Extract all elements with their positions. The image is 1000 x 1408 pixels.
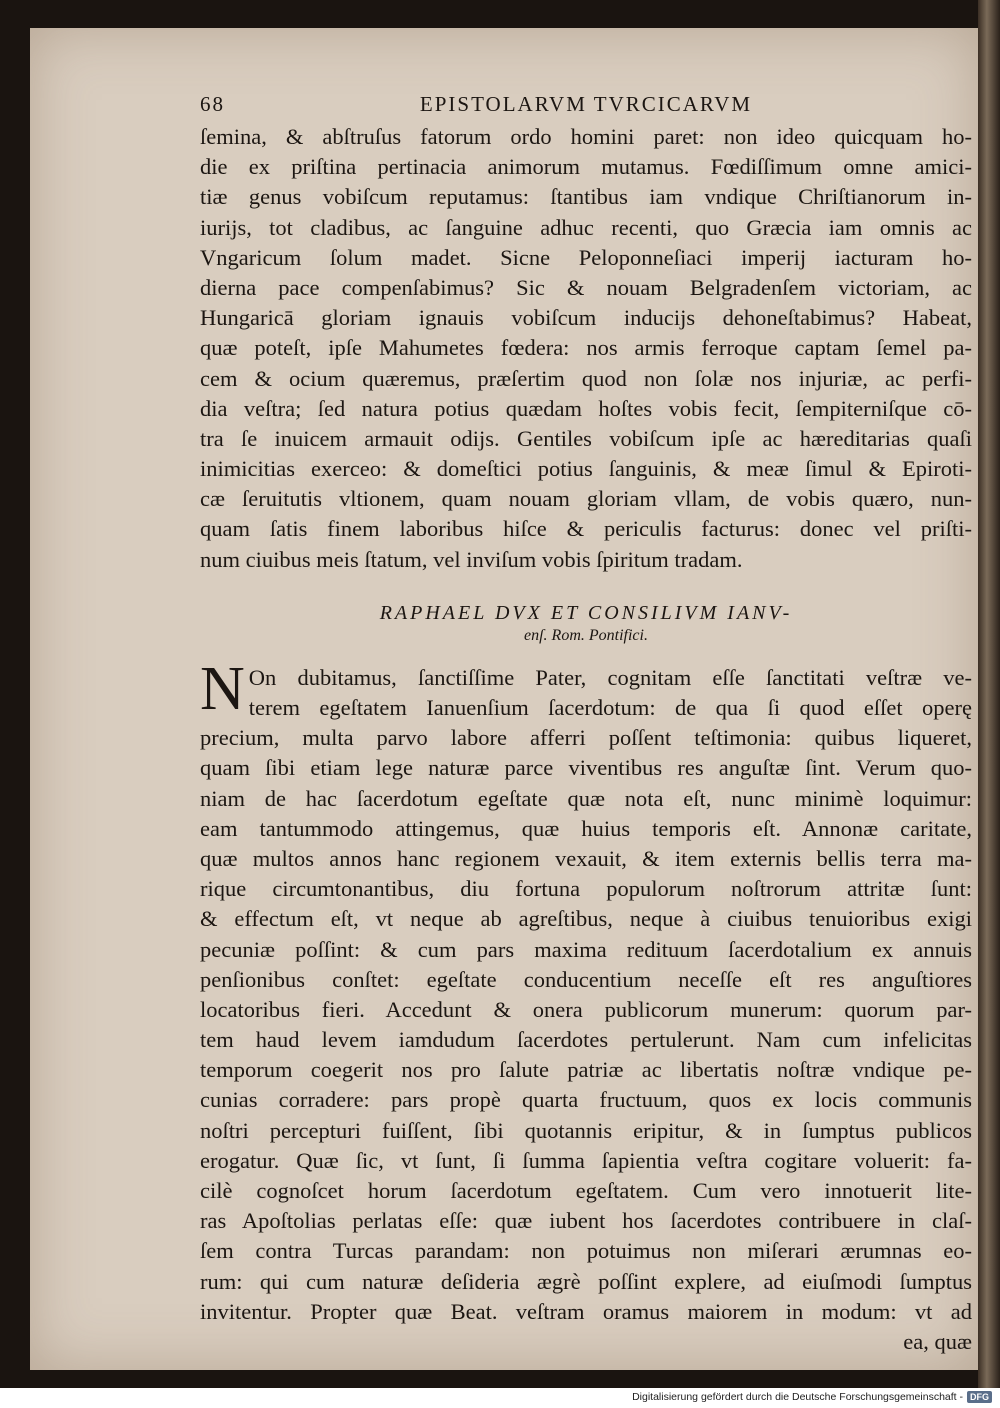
- text-line: temporum coegerit nos pro ſalute patriæ ac libertatis noſtræ vndique pe-: [200, 1057, 972, 1083]
- text-line: quæ multos annos hanc regionem vexauit, & item externis bellis terra ma-: [200, 845, 972, 871]
- text-line: iurijs, tot cladibus, ac ſanguine adhuc recenti, quo Græcia iam omnis ac: [200, 214, 972, 240]
- paragraph-2: [200, 654, 972, 1357]
- text-line: Hungaricā gloriam ignauis vobiſcum inducijs dehoneſtabimus? Habeat,: [200, 305, 972, 331]
- book-spine: [978, 0, 1000, 1388]
- text-line: rique circumtonantibus, diu fortuna populorum noſtrorum attritæ ſunt:: [200, 876, 972, 902]
- text-line: Vngaricum ſolum madet. Sicne Peloponneſiaci imperij iacturam ho-: [200, 244, 972, 270]
- text-line: cunias corradere: pars propè quarta fructuum, quos ex locis communis: [200, 1087, 972, 1113]
- text-line: tiæ genus vobiſcum reputamus: ſtantibus iam vndique Chriſtianorum in-: [200, 184, 972, 210]
- text-line: ſemina, & abſtruſus fatorum ordo homini paret: non ideo quicquam ho-: [200, 124, 972, 149]
- dfg-logo-icon: DFG: [967, 1391, 992, 1403]
- text-line: ras Apoſtolias perlatas eſſe: quæ iubent hos ſacerdotes contribuere in claſ-: [200, 1208, 972, 1234]
- text-line: cæ ſeruitutis vltionem, quam nouam gloriam vllam, de vobis quæro, nun-: [200, 486, 972, 512]
- text-line: & effectum eſt, vt neque ab agreſtibus, neque à ciuibus tenuioribus exigi: [200, 906, 972, 932]
- text-line: noſtri percepturi fuiſſent, ſibi quotannis eripitur, & in ſumptus publicos: [200, 1117, 972, 1143]
- text-line: terem egeſtatem Ianuenſium ſacerdotum: de qua ſi quod eſſet operę: [248, 695, 972, 720]
- text-line: quæ poteſt, ipſe Mahumetes fœdera: nos armis ferroque captam ſemel pa-: [200, 335, 972, 361]
- text-line: tem haud levem iamdudum ſacerdotes pertulerunt. Nam cum infelicitas: [200, 1027, 972, 1053]
- text-line: dia veſtra; ſed natura potius quædam hoſtes vobis fecit, ſempiterniſque cō-: [200, 395, 972, 421]
- running-title: EPISTOLARVM TVRCICARVM: [419, 92, 753, 116]
- drop-cap: N: [200, 654, 245, 723]
- catchword: ea, quæ: [903, 1328, 972, 1354]
- text-line: eam tantummodo attingemus, quæ huius temporis eſt. Annonæ caritate,: [200, 815, 972, 841]
- section-title: RAPHAEL DVX ET CONSILIVM IANV-: [379, 601, 793, 624]
- text-line: pecuniæ poſſint: & cum pars maxima redituum ſacerdotalium ex annuis: [200, 936, 972, 962]
- text-line: quam ſatis finem laboribus hiſce & periculis facturus: donec vel priſti-: [200, 516, 972, 542]
- digitization-footer: [632, 1388, 992, 1406]
- text-line: dierna pace compenſabimus? Sic & nouam Belgradenſem victoriam, ac: [200, 274, 972, 300]
- page-number: 68: [200, 92, 225, 116]
- paragraph-1: [200, 122, 972, 575]
- text-line: ſem contra Turcas parandam: non potuimus non miſerari ærumnas eo-: [200, 1238, 972, 1264]
- text-line: precium, multa parvo labore afferri poſſent teſtimonia: quibus liqueret,: [200, 725, 972, 751]
- footer-text: Digitalisierung gefördert durch die Deutsche Forschungsgemeinschaft -: [632, 1391, 963, 1403]
- text-line: penſionibus conſtet: egeſtate conducentium neceſſe eſt res anguſtiores: [200, 966, 972, 992]
- text-line: rum: qui cum naturæ deſideria ægrè poſſint explere, ad eiuſmodi ſumptus: [200, 1268, 972, 1294]
- text-line: quam ſibi etiam lege naturæ parce viventibus res anguſtæ ſint. Verum quo-: [200, 755, 972, 781]
- text-line: cilè cognoſcet horum ſacerdotum egeſtatem. Cum vero innotuerit lite-: [200, 1178, 972, 1203]
- page-header: [200, 92, 972, 122]
- text-line: tra ſe inuicem armauit odijs. Gentiles vobiſcum ipſe ac hæreditarias quaſi: [200, 425, 972, 451]
- text-line: niam de hac ſacerdotum egeſtate quæ nota eſt, nunc minimè loquimur:: [200, 785, 972, 811]
- section-subtitle: enſ. Rom. Pontifici.: [524, 626, 648, 644]
- text-line: On dubitamus, ſanctiſſime Pater, cognitam eſſe ſanctitati veſtræ ve-: [248, 664, 972, 690]
- text-line: num ciuibus meis ſtatum, vel inviſum vobis ſpiritum tradam.: [200, 546, 743, 572]
- text-line: inimicitias exerceo: & domeſtici potius ſanguinis, & meæ ſimul & Epiroti-: [200, 456, 972, 482]
- text-line: locatoribus fieri. Accedunt & onera publicorum munerum: quorum par-: [200, 996, 972, 1022]
- text-line: die ex priſtina pertinacia animorum mutamus. Fœdiſſimum omne amici-: [200, 154, 972, 180]
- text-line: invitentur. Propter quæ Beat. veſtram oramus maiorem in modum: vt ad: [200, 1298, 972, 1324]
- text-line: erogatur. Quæ ſic, vt ſunt, ſi ſumma ſapientia veſtra cogitare voluerit: fa-: [200, 1147, 972, 1173]
- page-text: [200, 92, 972, 1357]
- text-line: cem & ocium quæremus, præſertim quod non ſolæ nos injuriæ, ac perfi-: [200, 365, 972, 391]
